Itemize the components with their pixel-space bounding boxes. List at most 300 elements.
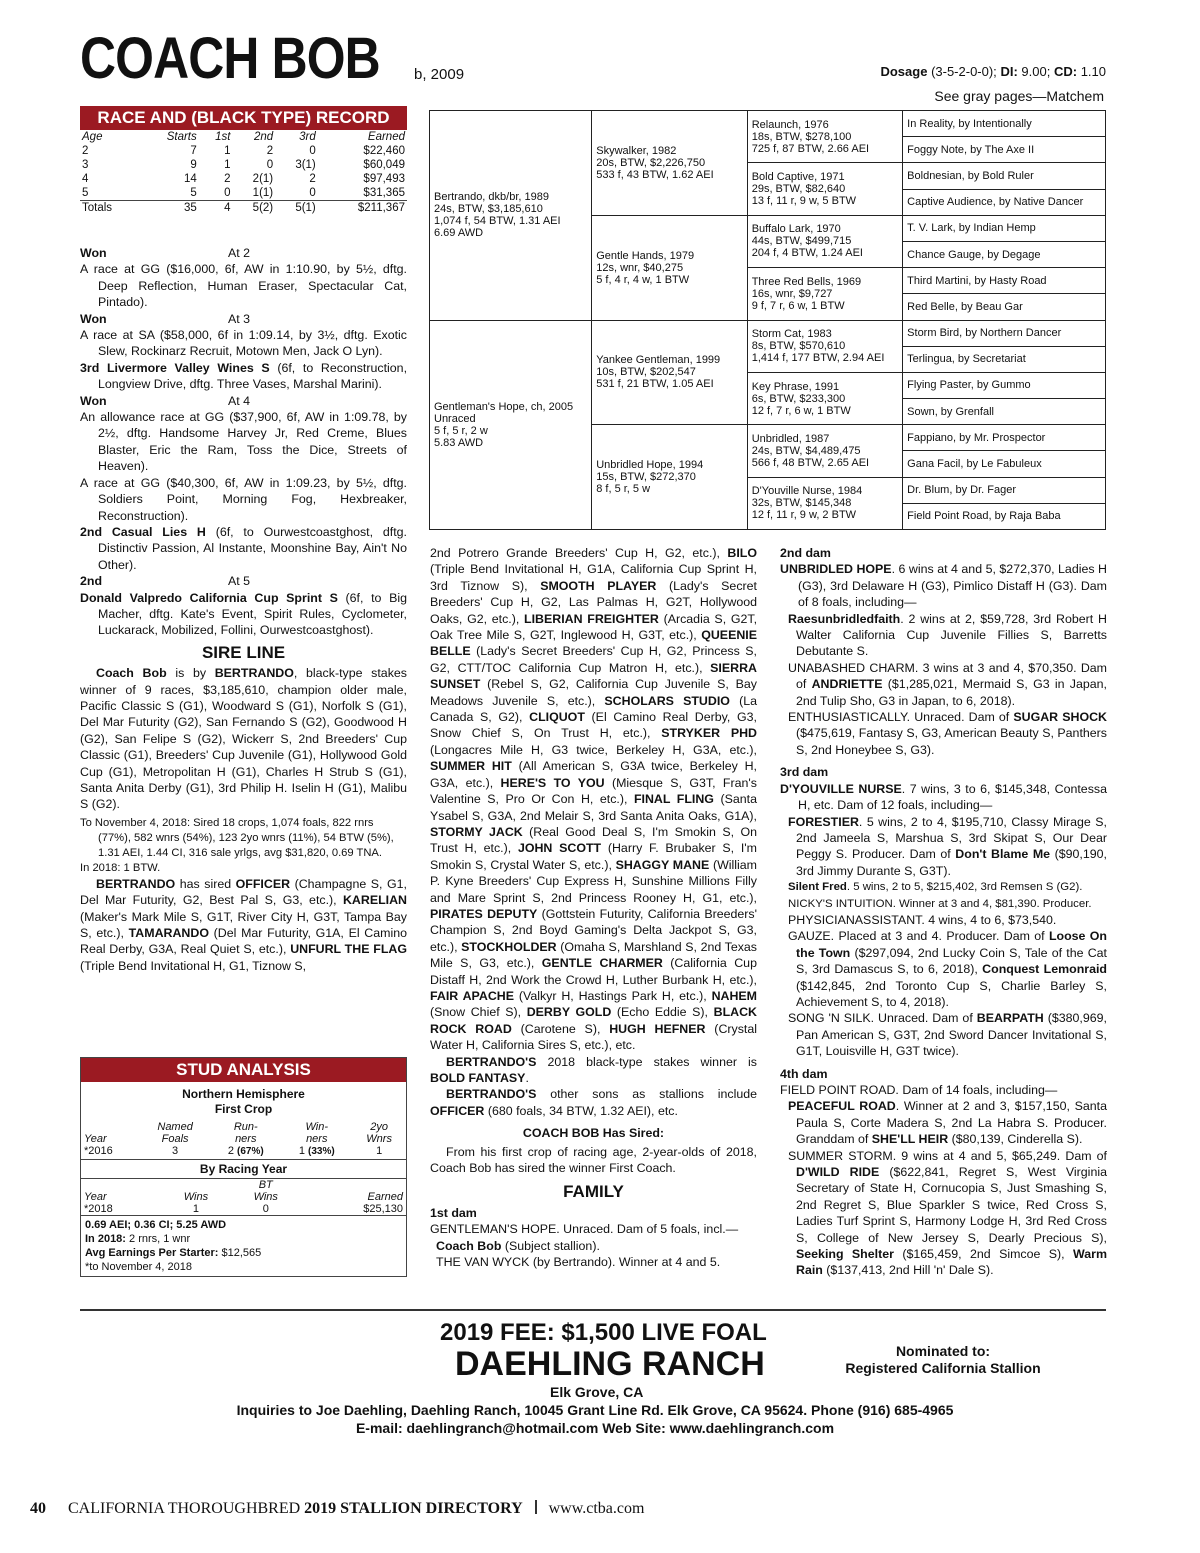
progeny-name: NAHEM [711,988,757,1003]
first-dam-text: GENTLEMAN'S HOPE. Unraced. Dam of 5 foals, incl.— [430,1222,739,1237]
horse-name: D'YOUVILLE NURSE [780,781,902,796]
pedigree-line: 533 f, 43 BTW, 1.62 AEI [596,168,714,181]
birth-info: b, 2009 [414,66,465,83]
win-4-place [80,590,407,639]
farm-name: DAEHLING RANCH [455,1345,765,1383]
win-2-head [80,311,407,327]
record-cell: 0 [309,145,316,157]
record-cell: 2 [82,145,89,157]
first-crop-row [81,1145,406,1157]
horse-name: Warm Rain [796,1247,1107,1278]
ad-divider [80,1309,1106,1311]
publication-name: CALIFORNIA THOROUGHBRED [68,1500,305,1517]
pedigree-line: Unbridled, 1987 [751,432,830,445]
progeny-detail: (Echo Eddie S), [611,1005,714,1020]
di-label: DI: [1000,64,1018,79]
progeny-name: JOHN SCOTT [517,841,602,856]
progeny-name: SMOOTH PLAYER [540,578,657,593]
progeny-name: HUGH HEFNER [609,1021,706,1036]
pedigree-line: Bold Captive, 1971 [751,171,845,184]
pedigree-ancestor: Terlingua, by Secretariat [903,346,1106,372]
pedigree-line: 44s, BTW, $499,715 [751,235,852,248]
third-dam-foal-6 [780,1010,1107,1059]
pedigree-line: 6.69 AWD [434,227,484,240]
progeny-name: HERE'S TO YOU [500,775,605,790]
col-head: Run- [233,1121,258,1133]
stakes-detail: (6f, to Big Macher, dftg. Kate's Event, Spirit Rules, Cyclometer, Luckarack, Mobilized, Follini, Ourwestcoastghost). [98,590,407,638]
record-cell: 2 [266,145,274,157]
stud-fee: 2019 FEE: $1,500 LIVE FOAL [440,1319,767,1346]
progeny-name: STRYKER PHD [661,726,757,741]
pedigree-line: Storm Cat, 1983 [751,328,832,341]
progeny-name: FAIR APACHE [430,988,515,1003]
pedigree-grandparent [592,425,747,530]
sire-name: BERTRANDO [214,666,294,681]
pedigree-great-grandparent [747,372,902,424]
pedigree-ancestor: Flying Paster, by Gummo [903,372,1106,398]
pedigree-line: 531 f, 21 BTW, 1.05 AEI [596,378,714,391]
record-total-cell: 5(2) [232,201,275,216]
record-col-head: 1st [215,131,231,143]
record-total-cell: $211,367 [318,201,407,216]
pedigree-ancestor: In Reality, by Intentionally [903,111,1106,137]
text: has sired [175,876,236,891]
progeny-detail: (Snow Chief S), [430,1005,527,1020]
page-number: 40 [30,1500,46,1517]
text: ($90,190, 3rd Jimmy Durante S, G3T). [796,847,1107,878]
stakes-name: 2nd Casual Lies H [80,524,206,539]
record-totals-row [80,201,407,216]
dosage-value: (3-5-2-0-0); [931,64,997,79]
pedigree-line: Bertrando, dkb/br, 1989 [434,191,549,204]
horse-name: BOLD FANTASY [430,1071,526,1085]
pedigree-line: 12s, wnr, $40,275 [596,261,684,274]
first-crop-label: First Crop [214,1102,273,1116]
text: . 7 wins, 3 to 6, $145,348, Contessa H, etc. Dam of 12 foals, including— [798,781,1107,813]
text: ($1,285,021, Mermaid S, G3 in Japan, 2nd Tulip Sho, G3 in Japan, to 6, 2018). [796,677,1107,708]
horse-name: Coach Bob [436,1238,502,1253]
pedigree-ancestor: Captive Audience, by Native Dancer [903,189,1106,215]
progeny-name: BLACK ROCK ROAD [430,1005,757,1036]
record-col-head: 2nd [253,131,274,143]
progeny-detail: (California Cup Distaff H, 2nd Work the Crowd H, Luther Burbank H, etc.), [430,956,757,987]
record-cell: 3 [82,159,89,171]
horse-name: SUGAR SHOCK [1013,710,1107,725]
pedigree-line: Unraced [434,412,476,425]
win-3-text: An allowance race at GG ($37,900, 6f, AW in 1:09.78, by 2½, dftg. Handsome Harvey Jr, Red Creme, Blues Blaster, Eric the Ram, Toss the Dice, Streets of Heaven). [80,410,407,474]
by-racing-year-label: By Racing Year [81,1159,406,1179]
text: is by [166,666,215,681]
third-dam-foal-5 [780,928,1107,1010]
sire-name: BERTRANDO [96,876,176,891]
pedigree-ancestor: Fappiano, by Mr. Prospector [903,425,1106,451]
pedigree-ancestor: Chance Gauge, by Degage [903,241,1106,267]
pedigree-line: 204 f, 4 BTW, 1.24 AEI [751,247,863,260]
cell: *2018 [84,1203,113,1215]
record-cell: 0 [266,159,274,171]
record-cell: 9 [190,159,197,171]
stud-avg-earnings [85,1246,402,1260]
pedigree-great-grandparent [747,425,902,477]
progeny-detail: (Del Mar Futurity, G1A, El Camino Real Derby, G3A, Real Quiet S, etc.), [80,926,407,957]
cell: *2016 [84,1145,113,1157]
progeny-detail: (Real Good Deal S, I'm Smokin S, On Trust H, etc.), [430,824,757,856]
horse-name: UNBRIDLED HOPE [780,562,892,577]
record-total-cell: 4 [199,201,233,216]
pedigree-row [430,111,1106,137]
col-head: Wnrs [366,1133,392,1145]
progeny-name: FINAL FLING [633,792,714,807]
progeny-detail: (La Canada S, G2), [430,693,757,725]
progeny-name: UNFURL THE FLAG [290,942,407,957]
horse-name: FORESTIER [788,814,859,829]
text: other sons as stallions include [536,1087,757,1102]
progeny-detail: (Rebel S, G2, California Cup Juvenile S, Bay Meadows Juvenile S, etc.), [430,677,757,708]
progeny-detail: (Carotene S), [511,1021,610,1036]
record-cell: 4 [82,173,89,185]
pedigree-ancestor: Field Point Road, by Raja Baba [903,503,1106,529]
registration-label: Registered California Stallion [845,1360,1041,1376]
left-column [80,245,407,974]
pedigree-great-grandparent [747,215,902,267]
text: ($137,413, 2nd Hill 'n' Dale S). [822,1263,994,1278]
sire-line-heading: SIRE LINE [201,642,286,662]
fourth-dam-heading: 4th dam [780,1066,828,1081]
record-cell: 7 [190,145,197,157]
pedigree-row [430,320,1106,346]
progeny-detail: (Santa Ysabel S, G3A, 2nd Melair S, 3rd Santa Anita Oaks, G1A), [430,792,757,823]
progeny-name: QUEENIE BELLE [430,628,757,659]
value: 2 rnrs, 1 wnr [125,1233,191,1245]
text: 2018 black-type stakes winner is [536,1054,757,1069]
progeny-detail: 2nd Potrero Grande Breeders' Cup H, G2, etc.), [430,546,728,560]
farm-location: Elk Grove, CA [550,1384,644,1400]
record-cell: 2 [309,173,316,185]
pedigree-grandparent [592,111,747,216]
bertrando-sons [430,1086,757,1119]
text: ($622,841, Regret S, West Virginia Secretary of State H, Cornucopia S, Just Smashing S, 2nd Regret S, Blue Sparkler S twice, Red Cross S, Ladies Turf Sprint S, Harmony Lodge H, 3rd Red Cross S, College of New Jersey S, Dearly Precious S), [796,1165,1107,1245]
text: . 5 wins, 2 to 4, $195,710, Classy Mirage S, 2nd Jameela S, Marshua S, 3rd Skipat S, Our Dear Peggy S. Producer. Dam of [796,814,1107,862]
racing-year-head-bottom [81,1191,406,1203]
progeny-detail: (Harry F. Brubaker S, I'm Smokin S, Crystal Water S, etc.), [430,841,757,872]
win-1-text: A race at GG ($16,000, 6f, AW in 1:10.90, by 5½, dftg. Deep Reflection, Human Eraser, Spectacular Cat, Pintado). [80,262,407,310]
label: Avg Earnings Per Starter: [85,1247,219,1259]
pedigree-great-grandparent [747,477,902,529]
website-link[interactable]: www.ctba.com [548,1500,645,1517]
pedigree-great-grandparent [747,163,902,215]
contact-line: E-mail: daehlingranch@hotmail.com Web Site: www.daehlingranch.com [355,1420,835,1436]
progeny-name: OFFICER [235,876,291,891]
first-dam-foal-2: THE VAN WYCK (by Bertrando). Winner at 4 and 5. [436,1255,721,1270]
stakes-detail: (6f, to Ourwestcoastghost, dftg. Distinctiv Passion, Al Instante, Moonshine Bay, Ain't No Other). [98,524,408,572]
first-dam-foal-1 [430,1238,757,1254]
race-record-title: RACE AND (BLACK TYPE) RECORD [80,106,407,130]
win-1-head [80,245,407,261]
progeny-detail: (All American S, G3A twice, Berkeley H, G3A, etc.), [430,759,757,790]
col-head: Earned [367,1191,403,1203]
record-cell: 1 [224,159,231,171]
middle-column [430,545,757,1270]
pedigree-line: D'Youville Nurse, 1984 [751,485,863,498]
text: ($380,969, Pan American S, G3T, 2nd Sword Dancer Invitational S, G1T, Louisville H, G3T twice). [796,1011,1107,1059]
second-dam-foal-2 [780,660,1107,709]
inquiries-line: Inquiries to Joe Daehling, Daehling Ranch, 10045 Grant Line Rd. Elk Grove, CA 95624. Phone (916) 685-4965 [236,1402,954,1418]
percent: (67%) [237,1146,264,1157]
record-row [80,158,407,172]
record-row [80,186,407,201]
sire-stats: To November 4, 2018: Sired 18 crops, 1,074 foals, 822 rnrs (77%), 582 wnrs (54%), 123 2yo wnrs (11%), 54 BTW (5%), 1.31 AEI, 1.44 CI, 316 sale yrlgs, avg $31,820, 0.69 TNA. [80,816,394,859]
second-dam-foal-1 [780,611,1107,660]
sire-line-paragraph [80,665,407,813]
pedigree-great-grandparent [747,320,902,372]
pedigree-line: Relaunch, 1976 [751,118,829,131]
stud-analysis [80,1057,407,1277]
pedigree-line: 15s, BTW, $272,370 [596,471,696,484]
record-col-head: Starts [166,131,197,143]
record-row [80,144,407,158]
pedigree-ancestor: Dr. Blum, by Dr. Fager [903,477,1106,503]
progeny-name: SHAGGY MANE [615,857,710,872]
record-total-cell: 35 [139,201,198,216]
value: 1 [298,1145,305,1157]
pedigree-line: 5 f, 4 r, 4 w, 1 BTW [596,273,690,286]
record-cell: $22,460 [363,145,405,157]
col-head: BT [258,1179,273,1191]
progeny-detail: (Triple Bend Invitational H, G1, Tiznow S, [80,958,307,973]
pedigree-line: 725 f, 87 BTW, 2.66 AEI [751,142,870,155]
text: . [525,1071,529,1085]
pedigree-chart [429,110,1106,530]
progeny-name: SUMMER HIT [430,759,512,774]
text: SONG 'N SILK. Unraced. Dam of [788,1011,977,1026]
progeny-detail: (Triple Bend Invitational H, G1A, California Cup Sprint H, 3rd Tiznow S), [430,562,757,593]
pedigree-grandparent [592,215,747,320]
second-dam-text [780,561,1107,610]
pedigree-ancestor: Gana Facil, by Le Fabuleux [903,451,1106,477]
horse-name: D'WILD RIDE [796,1165,880,1180]
win-label: 2nd [80,574,103,589]
horse-name: Silent Fred [788,881,847,894]
record-cell: 2 [224,173,231,185]
label: In 2018: [85,1233,126,1245]
publication-title: 2019 STALLION DIRECTORY [304,1500,523,1517]
pedigree-ancestor: Third Martini, by Hasty Road [903,268,1106,294]
hemisphere-label: Northern Hemisphere [182,1087,305,1101]
family-heading: FAMILY [563,1182,624,1202]
pedigree-line: 12 f, 7 r, 6 w, 1 BTW [751,404,851,417]
dosage-line [880,64,1106,79]
pedigree-line: 18s, BTW, $278,100 [751,130,852,143]
record-cell: 0 [224,187,231,199]
win-label: Won [80,393,107,408]
pedigree-ancestor: Boldnesian, by Bold Ruler [903,163,1106,189]
pedigree-ancestor: T. V. Lark, by Indian Hemp [903,215,1106,241]
cell: 1 [376,1145,383,1157]
pedigree-line: Skywalker, 1982 [596,144,677,157]
nominated-label: Nominated to: [895,1343,991,1359]
record-cell: $60,049 [363,159,405,171]
text: ($142,845, 2nd Toronto Cup S, Charlie Barley S, Achievement S, to 4, 2018). [796,978,1107,1009]
second-dam-foal-3 [780,709,1107,758]
pedigree-line: 5.83 AWD [434,436,484,449]
win-2-place [80,360,407,393]
progeny-name: DERBY GOLD [526,1005,612,1020]
fourth-dam-text: FIELD POINT ROAD. Dam of 14 foals, including— [780,1083,1058,1097]
cd-value: 1.10 [1080,64,1106,79]
pedigree-ancestor: Storm Bird, by Northern Dancer [903,320,1106,346]
value: $12,565 [218,1247,262,1259]
col-head: Foals [161,1133,189,1145]
pedigree-line: 24s, BTW, $4,489,475 [751,444,861,457]
has-sired-heading: COACH BOB Has Sired: [522,1126,665,1141]
text: . Winner at 2 and 3, $157,150, Santa Paula S, Corte Madera S, 2nd La Habra S. Producer. Granddam of [796,1099,1107,1147]
sire-progeny-list-mid [430,545,757,1054]
record-cell: $97,493 [363,173,405,185]
progeny-detail: (Omaha S, Marshland S, 2nd Texas Mile S, G3, etc.), [430,939,758,971]
record-cell: 5 [82,187,89,199]
col-head: Wins [253,1191,278,1203]
record-col-head: 3rd [299,131,316,143]
nomination [830,1343,1056,1377]
progeny-detail: (Miesque S, G3T, Fran's Valentine S, Pro Or Con H, etc.), [430,775,757,807]
progeny-name: GENTLE CHARMER [541,956,663,971]
progeny-detail: (El Camino Real Derby, G3, Snow Chief S, On Trust H, etc.), [430,710,757,741]
progeny-detail: (Gottstein Futurity, California Breeders' Champion S, 2nd Boyd Gaming's Delta Jackpot S, G3, etc.), [430,906,757,954]
third-dam-foal-2 [780,879,1107,895]
stud-2018 [85,1232,402,1246]
stud-note: *to November 4, 2018 [85,1261,193,1273]
col-head: ners [306,1133,328,1145]
win-label: Won [80,311,107,326]
stakes-name: 3rd Livermore Valley Wines S [80,360,270,375]
record-row [80,172,407,186]
third-dam-foal-1 [780,814,1107,880]
pedigree-line: Gentle Hands, 1979 [596,249,695,262]
win-2-text: A race at SA ($58,000, 6f in 1:09.14, by 3½, dftg. Exotic Slew, Rockinarz Recruit, Motown Men, Jack O Lyn). [80,328,407,359]
record-col-head: Earned [367,131,405,143]
progeny-name: SCHOLARS STUDIO [604,693,730,708]
page-footer [30,1500,644,1518]
progeny-name: STOCKHOLDER [461,939,557,954]
has-sired-text: From his first crop of racing age, 2-year-olds of 2018, Coach Bob has sired the winner First Coach. [430,1144,757,1176]
dosage-label: Dosage [880,64,928,79]
win-3-head [80,393,407,409]
record-cell: 0 [309,187,316,199]
text: . 2 wins at 2, $59,728, 3rd Robert H Walter California Cup Juvenile Fillies S, Barretts Debutante S. [796,611,1107,659]
pedigree-line: Gentleman's Hope, ch, 2005 [434,400,574,413]
win-age: At 4 [228,393,251,408]
pedigree-line: 20s, BTW, $2,226,750 [596,156,706,169]
text: (680 foals, 34 BTW, 1.32 AEI), etc. [484,1103,678,1118]
record-cell: 1 [224,145,231,157]
race-record [80,106,407,215]
progeny-detail: (Longacres Mile H, G3 twice, Berkeley H, G3A, etc.), [430,742,757,757]
racing-year-row [81,1203,406,1215]
pedigree-grandparent [592,320,747,425]
progeny-detail: (Champagne S, G1, Del Mar Futurity, G2, Best Pal S, G3, etc.), [80,876,407,908]
pedigree-line: Unbridled Hope, 1994 [596,459,704,472]
cell: 1 [192,1203,199,1215]
text: (Subject stallion). [501,1238,600,1253]
pedigree-line: 1,074 f, 54 BTW, 1.31 AEI [434,215,561,228]
race-record-table [80,130,407,215]
fourth-dam-foal-2 [780,1148,1107,1279]
text: ($475,619, Fantasy S, G3, American Beauty S, Panthers S, 2nd Honeybee S, G3). [796,726,1107,757]
pedigree-table [429,110,1106,530]
pedigree-line: Yankee Gentleman, 1999 [596,354,721,367]
horse-name: OFFICER [430,1103,485,1118]
di-value: 9.00; [1021,64,1051,79]
pedigree-line: Key Phrase, 1991 [751,380,840,393]
stud-footer [81,1215,406,1276]
col-head: Wins [183,1191,209,1203]
text: ($80,139, Cinderella S). [948,1132,1083,1147]
stakes-name: Donald Valpredo California Cup Sprint S [80,590,338,605]
col-head: Named [157,1121,193,1133]
first-dam-heading: 1st dam [430,1205,477,1220]
record-cell: 3(1) [295,159,316,171]
right-column [780,545,1107,1279]
win-label: Won [80,246,107,260]
horse-name: BEARPATH [976,1011,1044,1026]
fourth-dam-foal-1 [780,1098,1107,1147]
progeny-detail: (Lady's Secret Breeders' Cup H, G2, Princess S, G2, CTT/TOC California Cup Matron H, etc.), [430,644,757,675]
racing-year-table [81,1179,406,1215]
pedigree-ancestor: Sown, by Grenfall [903,399,1106,425]
horse-name: Seeking Shelter [796,1247,894,1262]
pedigree-line: 5 f, 5 r, 2 w [434,424,488,437]
text: . 6 wins at 4 and 5, $272,370, Ladies H (G3), 3rd Delaware H (G3), Pimlico Distaff H (G3). Dam of 8 foals, including— [798,562,1107,610]
horse-name: COACH BOB [80,26,380,91]
pedigree-line: 8s, BTW, $570,610 [751,340,846,353]
pedigree-line: 6s, BTW, $233,300 [751,392,846,405]
text: , black-type stakes winner of 9 races, $3,185,610, champion older male, Pacific Classic S (G1), Woodward S (G1), Norfolk S (G1), Del Mar Futurity (G2), San Fernando S (G2), Goodwood H (G2), San Felipe S (G2), Wickerr S, 2nd Breeders' Cup Classic (G1), Breeders' Cup Juvenile (G1), Hollywood Gold Cup (G1), Metropolitan H (G1), Charles H Strub S (G1), Santa Anita Derby (G1), 3rd Philip H. Iselin H (G1), Malibu S (G2). [80,666,407,812]
stakes-detail: (6f, to Reconstruction, Longview Drive, dftg. Three Vases, Marshal Marini). [98,360,408,392]
progeny-detail: (Maker's Mark Mile S, G1T, River City H, G3T, Tampa Bay S, etc.), [80,909,407,941]
text: . 5 wins, 2 to 5, $215,402, 3rd Remsen S (G2). [846,881,1083,894]
text: SUMMER STORM. 9 wins at 4 and 5, $65,249. Dam of [788,1148,1107,1163]
text: GAUZE. Placed at 3 and 4. Producer. Dam of [788,929,1049,944]
pedigree-line: 8 f, 5 r, 5 w [596,483,651,496]
horse-name: ANDRIETTE [811,677,883,692]
pedigree-great-grandparent [747,268,902,320]
col-head: ners [235,1133,257,1145]
progeny-name: SIERRA SUNSET [430,660,757,692]
pedigree-sire [430,111,592,321]
pedigree-line: 566 f, 48 BTW, 2.65 AEI [751,456,870,469]
pedigree-line: 10s, BTW, $202,547 [596,366,696,379]
first-crop-head-bottom [81,1133,406,1145]
record-cell: 2(1) [252,173,274,185]
record-cell: 5 [190,187,197,199]
col-head: 2yo [370,1121,388,1133]
col-head: Win- [305,1121,329,1133]
record-cell: 1(1) [252,187,274,199]
text: ($297,094, 2nd Lucky Coin S, Tale of the Cat S, 3rd Damascus S, to 6, 2018), [796,945,1108,977]
cell [281,1145,352,1157]
text: UNABASHED CHARM. 3 wins at 3 and 4, $70,350. Dam of [788,660,1107,692]
sire-name: BERTRANDO'S [446,1054,537,1069]
race-record-header [80,130,407,144]
pedigree-line: Buffalo Lark, 1970 [751,223,841,236]
percent: (33%) [308,1146,335,1157]
win-4-head [80,573,407,589]
third-dam-foal-3: NICKY'S INTUITION. Winner at 3 and 4, $81,390. Producer. [788,897,1092,910]
cell: 3 [172,1145,179,1157]
progeny-detail: (Valkyr H, Hastings Park H, etc.), [514,988,712,1003]
progeny-name: LIBERIAN FREIGHTER [524,611,659,626]
record-cell: $31,365 [363,187,405,199]
